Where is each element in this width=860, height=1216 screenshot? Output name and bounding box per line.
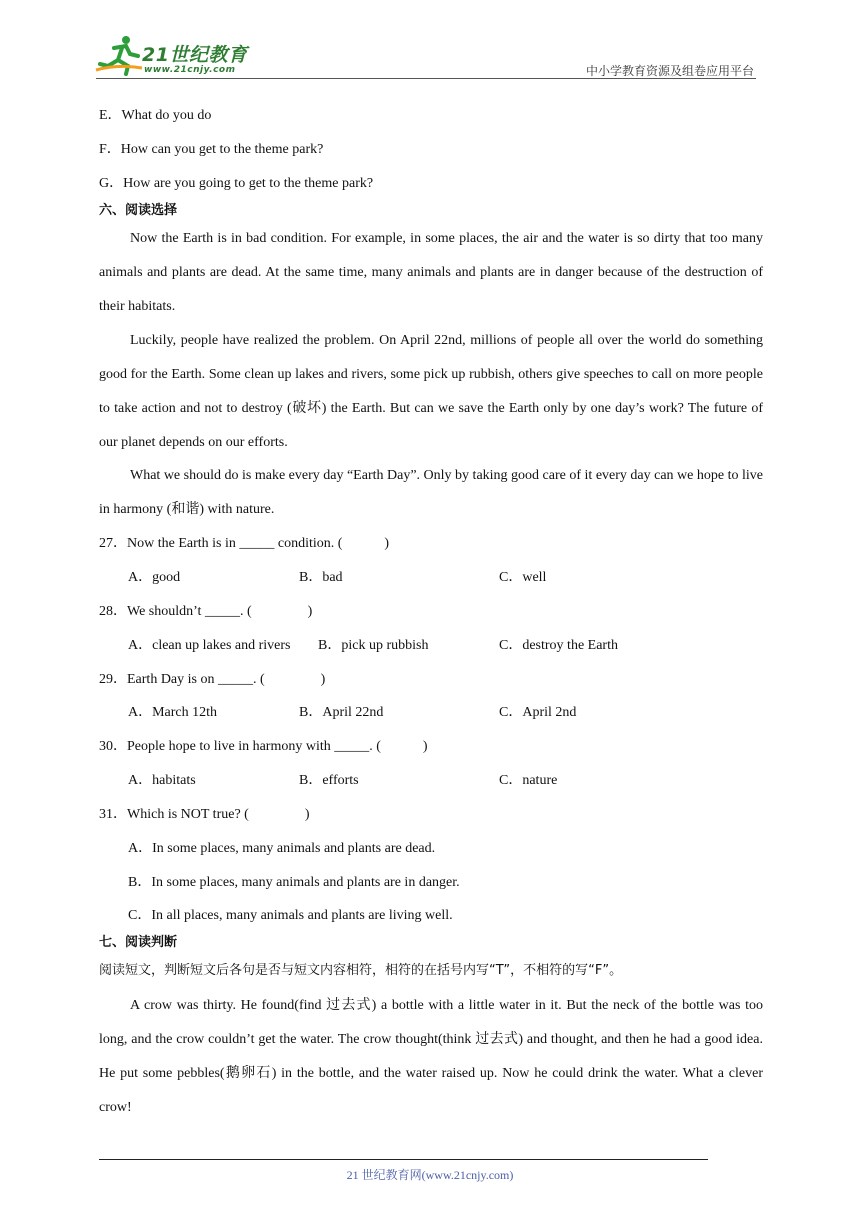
- option-g: G．How are you going to get to the theme park?: [99, 176, 374, 191]
- logo-title: 21世纪教育: [142, 44, 248, 66]
- platform-name: 中小学教育资源及组卷应用平台: [585, 64, 754, 78]
- option-f: F．How can you get to the theme park?: [99, 142, 324, 157]
- section-heading-reading-choice: 六、阅读选择: [99, 203, 178, 218]
- judgment-instruction: 阅读短文，判断短文后各句是否与短文内容相符，相符的在括号内写“T”，不相符的写“F”。: [99, 963, 623, 978]
- q28-option-a: A．clean up lakes and rivers: [128, 638, 291, 653]
- q28-option-c: C．destroy the Earth: [499, 638, 618, 653]
- q30-option-c: C．nature: [499, 773, 558, 788]
- q27-option-c: C．well: [499, 570, 547, 585]
- option-e: E．What do you do: [99, 108, 212, 123]
- q29-option-b: B．April 22nd: [299, 705, 384, 720]
- passage-paragraph-1: Now the Earth is in bad condition. For example, in some places, the air and the water is so dirty that too many animals and plants are dead. At the same time, many animals and plants are in danger because of the destruction of their habitats.: [99, 231, 763, 314]
- q27-option-b: B．bad: [299, 570, 343, 585]
- q30-option-a: A．habitats: [128, 773, 196, 788]
- logo-url: www.21cnjy.com: [144, 65, 236, 75]
- question-30: 30．People hope to live in harmony with _____. ( ): [99, 739, 428, 754]
- footer-divider: [99, 1159, 708, 1160]
- question-28: 28．We shouldn’t _____. ( ): [99, 604, 313, 619]
- q31-option-c: C．In all places, many animals and plants are living well.: [128, 908, 453, 923]
- question-27: 27．Now the Earth is in _____ condition. ( ): [99, 536, 390, 551]
- passage-paragraph-3: What we should do is make every day “Earth Day”. Only by taking good care of it every day can we hope to live in harmony (和谐) with nature.: [99, 468, 763, 517]
- header-divider: [96, 78, 756, 79]
- footer-site: 21 世纪教育网(www.21cnjy.com): [346, 1168, 514, 1182]
- section-heading-reading-judgment: 七、阅读判断: [99, 935, 178, 950]
- q27-option-a: A．good: [128, 570, 181, 585]
- q31-option-a: A．In some places, many animals and plants are dead.: [128, 841, 436, 856]
- q29-option-a: A．March 12th: [128, 705, 218, 720]
- crow-passage: A crow was thirty. He found(find 过去式) a bottle with a little water in it. But the neck of the bottle was too long, and the crow couldn’t get the water. The crow thought(think 过去式) and thought, and then he had a good idea. He put some pebbles(鹅卵石) in the bottle, and the water raised up. Now he could drink the water. What a clever crow!: [99, 998, 763, 1115]
- passage-paragraph-2: Luckily, people have realized the problem. On April 22nd, millions of people all over the world do something good for the Earth. Some clean up lakes and rivers, some pick up rubbish, others give speeches to call on more people to take action and not to destroy (破坏) the Earth. But can we save the Earth only by one day’s work? The future of our planet depends on our efforts.: [99, 333, 763, 450]
- question-31: 31．Which is NOT true? ( ): [99, 807, 310, 822]
- q30-option-b: B．efforts: [299, 773, 359, 788]
- question-29: 29．Earth Day is on _____. ( ): [99, 672, 326, 687]
- q29-option-c: C．April 2nd: [499, 705, 577, 720]
- site-logo: [92, 34, 262, 78]
- q31-option-b: B．In some places, many animals and plants are in danger.: [128, 875, 460, 890]
- runner-logo-icon: [92, 34, 144, 78]
- q28-option-b: B．pick up rubbish: [318, 638, 429, 653]
